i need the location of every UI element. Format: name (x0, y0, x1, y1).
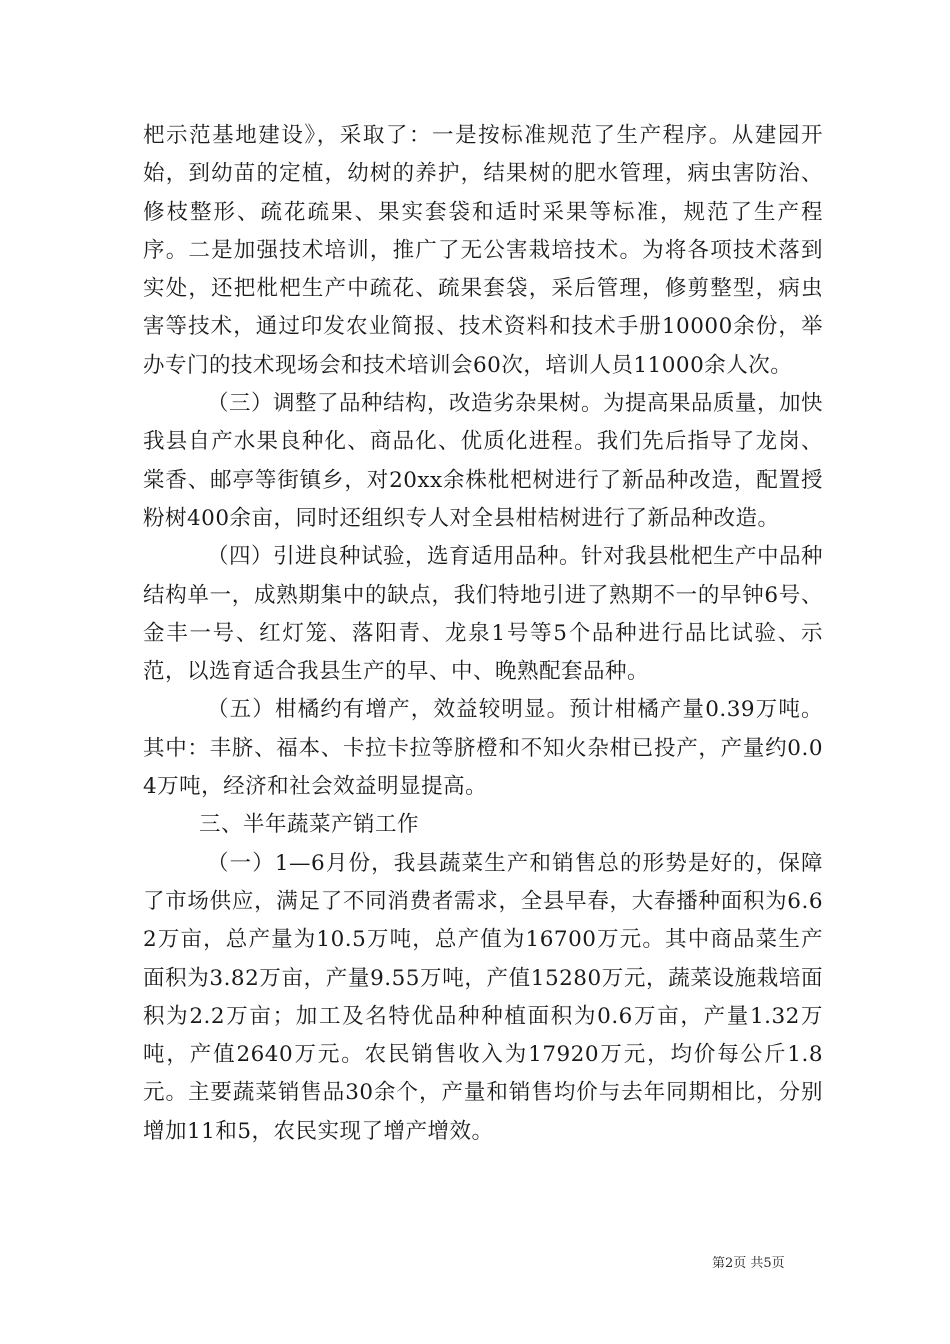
paragraph-continuation: 杷示范基地建设》，采取了：一是按标准规范了生产程序。从建园开始，到幼苗的定植，幼树的养护，结果树的肥水管理，病虫害防治、修枝整形、疏花疏果、果实套袋和适时采果等标准，规范了生产程序。二是加强技术培训，推广了无公害栽培技术。为将各项技术落到实处，还把枇杷生产中疏花、疏果套袋，采后管理，修剪整型，病虫害等技术，通过印发农业简报、技术资料和技术手册10000余份，举办专门的技术现场会和技术培训会60次，培训人员11000余人次。 (143, 123, 823, 378)
document-body (143, 117, 823, 1151)
paragraph-section-5: （五）柑橘约有增产，效益较明显。预计柑橘产量0.39万吨。其中：丰脐、福本、卡拉卡拉等脐橙和不知火杂柑已投产，产量约0.04万吨，经济和社会效益明显提高。 (143, 697, 823, 800)
paragraph-vegetable-1: （一）1—6月份，我县蔬菜生产和销售总的形势是好的，保障了市场供应，满足了不同消费者需求，全县早春，大春播种面积为6.62万亩，总产量为10.5万吨，总产值为16700万元。其中商品菜生产面积为3.82万亩，产量9.55万吨，产值15280万元，蔬菜设施栽培面积为2.2万亩；加工及名特优品种种植面积为0.6万亩，产量1.32万吨，产值2640万元。农民销售收入为17920万元，均价每公斤1.8元。主要蔬菜销售品30余个，产量和销售均价与去年同期相比，分别增加11和5，农民实现了增产增效。 (143, 850, 823, 1144)
paragraph-section-4: （四）引进良种试验，选育适用品种。针对我县枇杷生产中品种结构单一，成熟期集中的缺点，我们特地引进了熟期不一的早钟6号、金丰一号、红灯笼、落阳青、龙泉1号等5个品种进行品比试验、示范，以选育适合我县生产的早、中、晚熟配套品种。 (143, 544, 824, 685)
paragraph-section-3: （三）调整了品种结构，改造劣杂果树。为提高果品质量，加快我县自产水果良种化、商品化、优质化进程。我们先后指导了龙岗、棠香、邮亭等街镇乡，对20xx余株枇杷树进行了新品种改造，配置授粉树400余亩，同时还组织专人对全县柑桔树进行了新品种改造。 (143, 391, 824, 531)
page-number-footer: 第2页 共5页 (712, 1256, 785, 1271)
section-heading: 三、半年蔬菜产销工作 (199, 812, 420, 838)
